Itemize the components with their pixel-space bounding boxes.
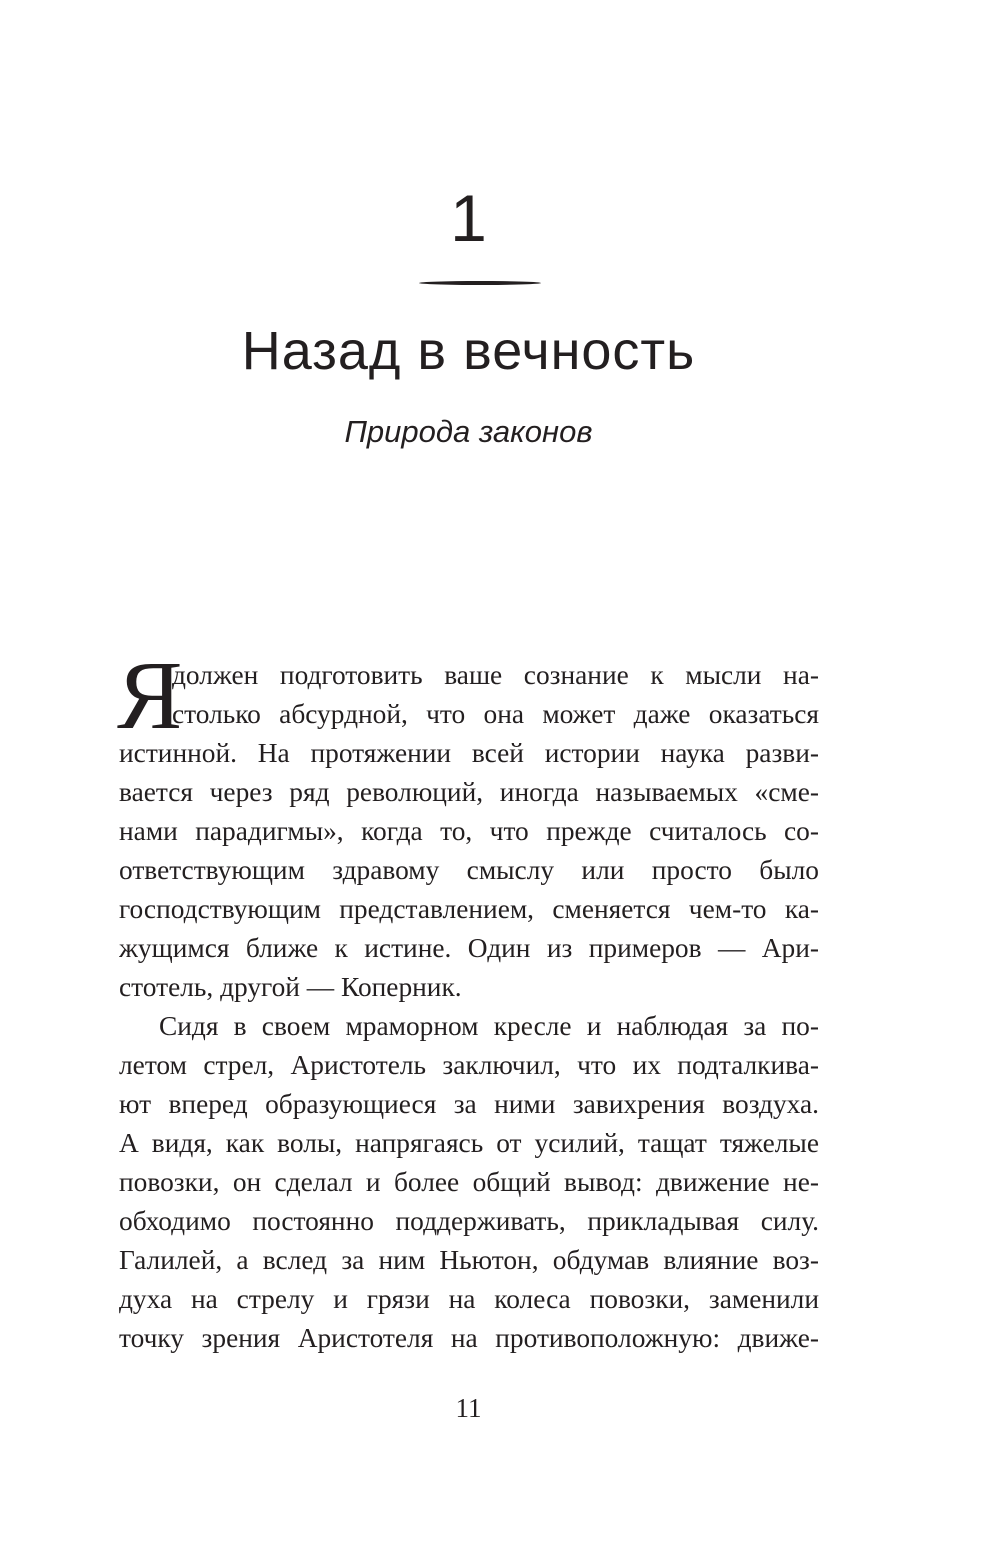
text-line: истинной. На протяжении всей истории наука разви- <box>119 738 819 768</box>
chapter-number: 1 <box>450 181 487 255</box>
text-line: летом стрел, Аристотель заключил, что их подталкива- <box>119 1050 819 1080</box>
text-line: ют вперед образующиеся за ними завихрения воздуха. <box>119 1089 819 1119</box>
drop-cap: Я <box>117 642 183 750</box>
text-line: точку зрения Аристотеля на противоположную: движе- <box>119 1323 819 1353</box>
chapter-divider <box>419 281 541 285</box>
text-line: нами парадигмы», когда то, что прежде считалось со- <box>119 816 819 846</box>
text-line: стотель, другой — Коперник. <box>119 972 462 1002</box>
text-line: господствующим представлением, сменяется чем-то ка- <box>119 894 819 924</box>
text-line: Галилей, а вслед за ним Ньютон, обдумав влияние воз- <box>119 1245 819 1275</box>
chapter-title: Назад в вечность <box>241 321 696 381</box>
text-line: Сидя в своем мраморном кресле и наблюдая за по- <box>159 1011 819 1041</box>
text-line: А видя, как волы, напрягаясь от усилий, тащат тяжелые <box>119 1128 819 1158</box>
text-line: столько абсурдной, что она может даже оказаться <box>172 699 819 729</box>
text-line: обходимо постоянно поддерживать, прикладывая силу. <box>119 1206 819 1236</box>
text-line: духа на стрелу и грязи на колеса повозки, заменили <box>119 1284 819 1314</box>
text-line: должен подготовить ваше сознание к мысли на- <box>172 660 819 690</box>
text-line: ответствующим здравому смыслу или просто было <box>119 855 819 885</box>
paragraph-1 <box>117 642 819 1007</box>
text-line: жущимся ближе к истине. Один из примеров — Ари- <box>119 933 819 963</box>
body-text <box>117 642 819 1358</box>
paragraph-2 <box>119 1007 819 1358</box>
text-line: повозки, он сделал и более общий вывод: движение не- <box>119 1167 819 1197</box>
page-number: 11 <box>455 1393 482 1423</box>
text-line: вается через ряд революций, иногда называемых «сме- <box>119 777 819 807</box>
chapter-subtitle: Природа законов <box>344 414 593 449</box>
